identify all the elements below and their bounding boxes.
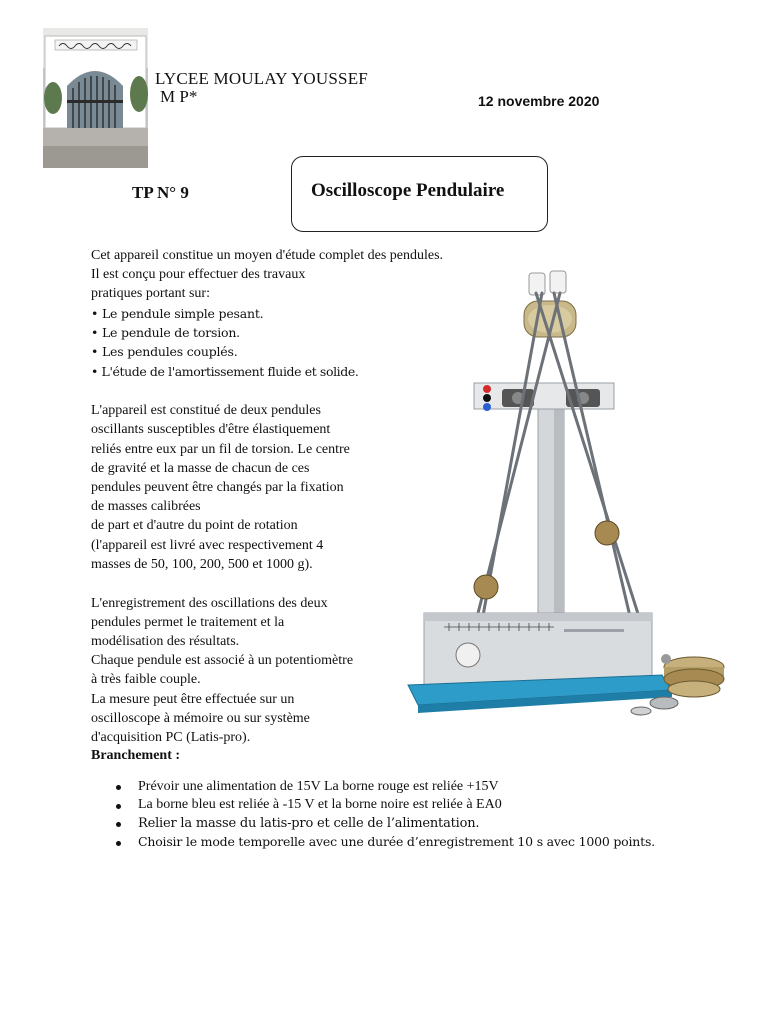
intro-line: Il est conçu pour effectuer des travaux <box>91 267 306 282</box>
description-line: (l'appareil est livré avec respectivement 4 <box>91 538 324 553</box>
description-line: reliés entre eux par un fil de torsion. Le centre <box>91 442 350 457</box>
tp-number: TP N° 9 <box>132 183 189 202</box>
document-title: Oscilloscope Pendulaire <box>311 180 505 201</box>
description-line: oscillants susceptibles d'être élastiquement <box>91 422 331 437</box>
intro-line: Cet appareil constitue un moyen d'étude complet des pendules. <box>91 248 444 263</box>
description-line: L'appareil est constitué de deux pendules <box>91 403 321 418</box>
recording-line: L'enregistrement des oscillations des deux <box>91 596 328 611</box>
bullet-icon <box>116 841 121 846</box>
school-name: LYCEE MOULAY YOUSSEF <box>155 69 368 88</box>
description-line: de gravité et la masse de chacun de ces <box>91 461 310 476</box>
description-line: de part et d'autre du point de rotation <box>91 518 298 533</box>
branchement-item: Relier la masse du latis-pro et celle de l’alimentation. <box>138 816 480 831</box>
bullet-icon <box>116 822 121 827</box>
recording-line: pendules permet le traitement et la <box>91 615 285 630</box>
recording-line: d'acquisition PC (Latis-pro). <box>91 730 251 745</box>
recording-line: oscilloscope à mémoire ou sur système <box>91 711 310 726</box>
school-gate-photo <box>43 28 148 168</box>
intro-bullet: • Le pendule simple pesant. <box>91 306 264 321</box>
recording-line: modélisation des résultats. <box>91 634 240 649</box>
recording-line: La mesure peut être effectuée sur un <box>91 692 295 707</box>
recording-line: à très faible couple. <box>91 672 201 687</box>
intro-bullet: • L'étude de l'amortissement fluide et solide. <box>91 364 359 379</box>
branchement-item: Prévoir une alimentation de 15V La borne rouge est reliée +15V <box>138 779 499 794</box>
branchement-item: La borne bleu est reliée à -15 V et la borne noire est reliée à EA0 <box>138 797 502 812</box>
intro-line: pratiques portant sur: <box>91 286 210 301</box>
branchement-heading: Branchement : <box>91 748 181 763</box>
bullet-icon <box>116 804 121 809</box>
recording-line: Chaque pendule est associé à un potentiomètre <box>91 653 354 668</box>
branchement-item: Choisir le mode temporelle avec une durée d’enregistrement 10 s avec 1000 points. <box>138 834 655 849</box>
bullet-icon <box>116 785 121 790</box>
class-name: M P* <box>160 87 198 106</box>
description-line: masses de 50, 100, 200, 500 et 1000 g). <box>91 557 313 572</box>
description-line: de masses calibrées <box>91 499 201 514</box>
intro-bullet: • Les pendules couplés. <box>91 344 238 359</box>
document-date: 12 novembre 2020 <box>478 93 600 109</box>
pendulum-oscilloscope-photo <box>404 265 726 720</box>
description-line: pendules peuvent être changés par la fixation <box>91 480 344 495</box>
intro-bullet: • Le pendule de torsion. <box>91 325 240 340</box>
